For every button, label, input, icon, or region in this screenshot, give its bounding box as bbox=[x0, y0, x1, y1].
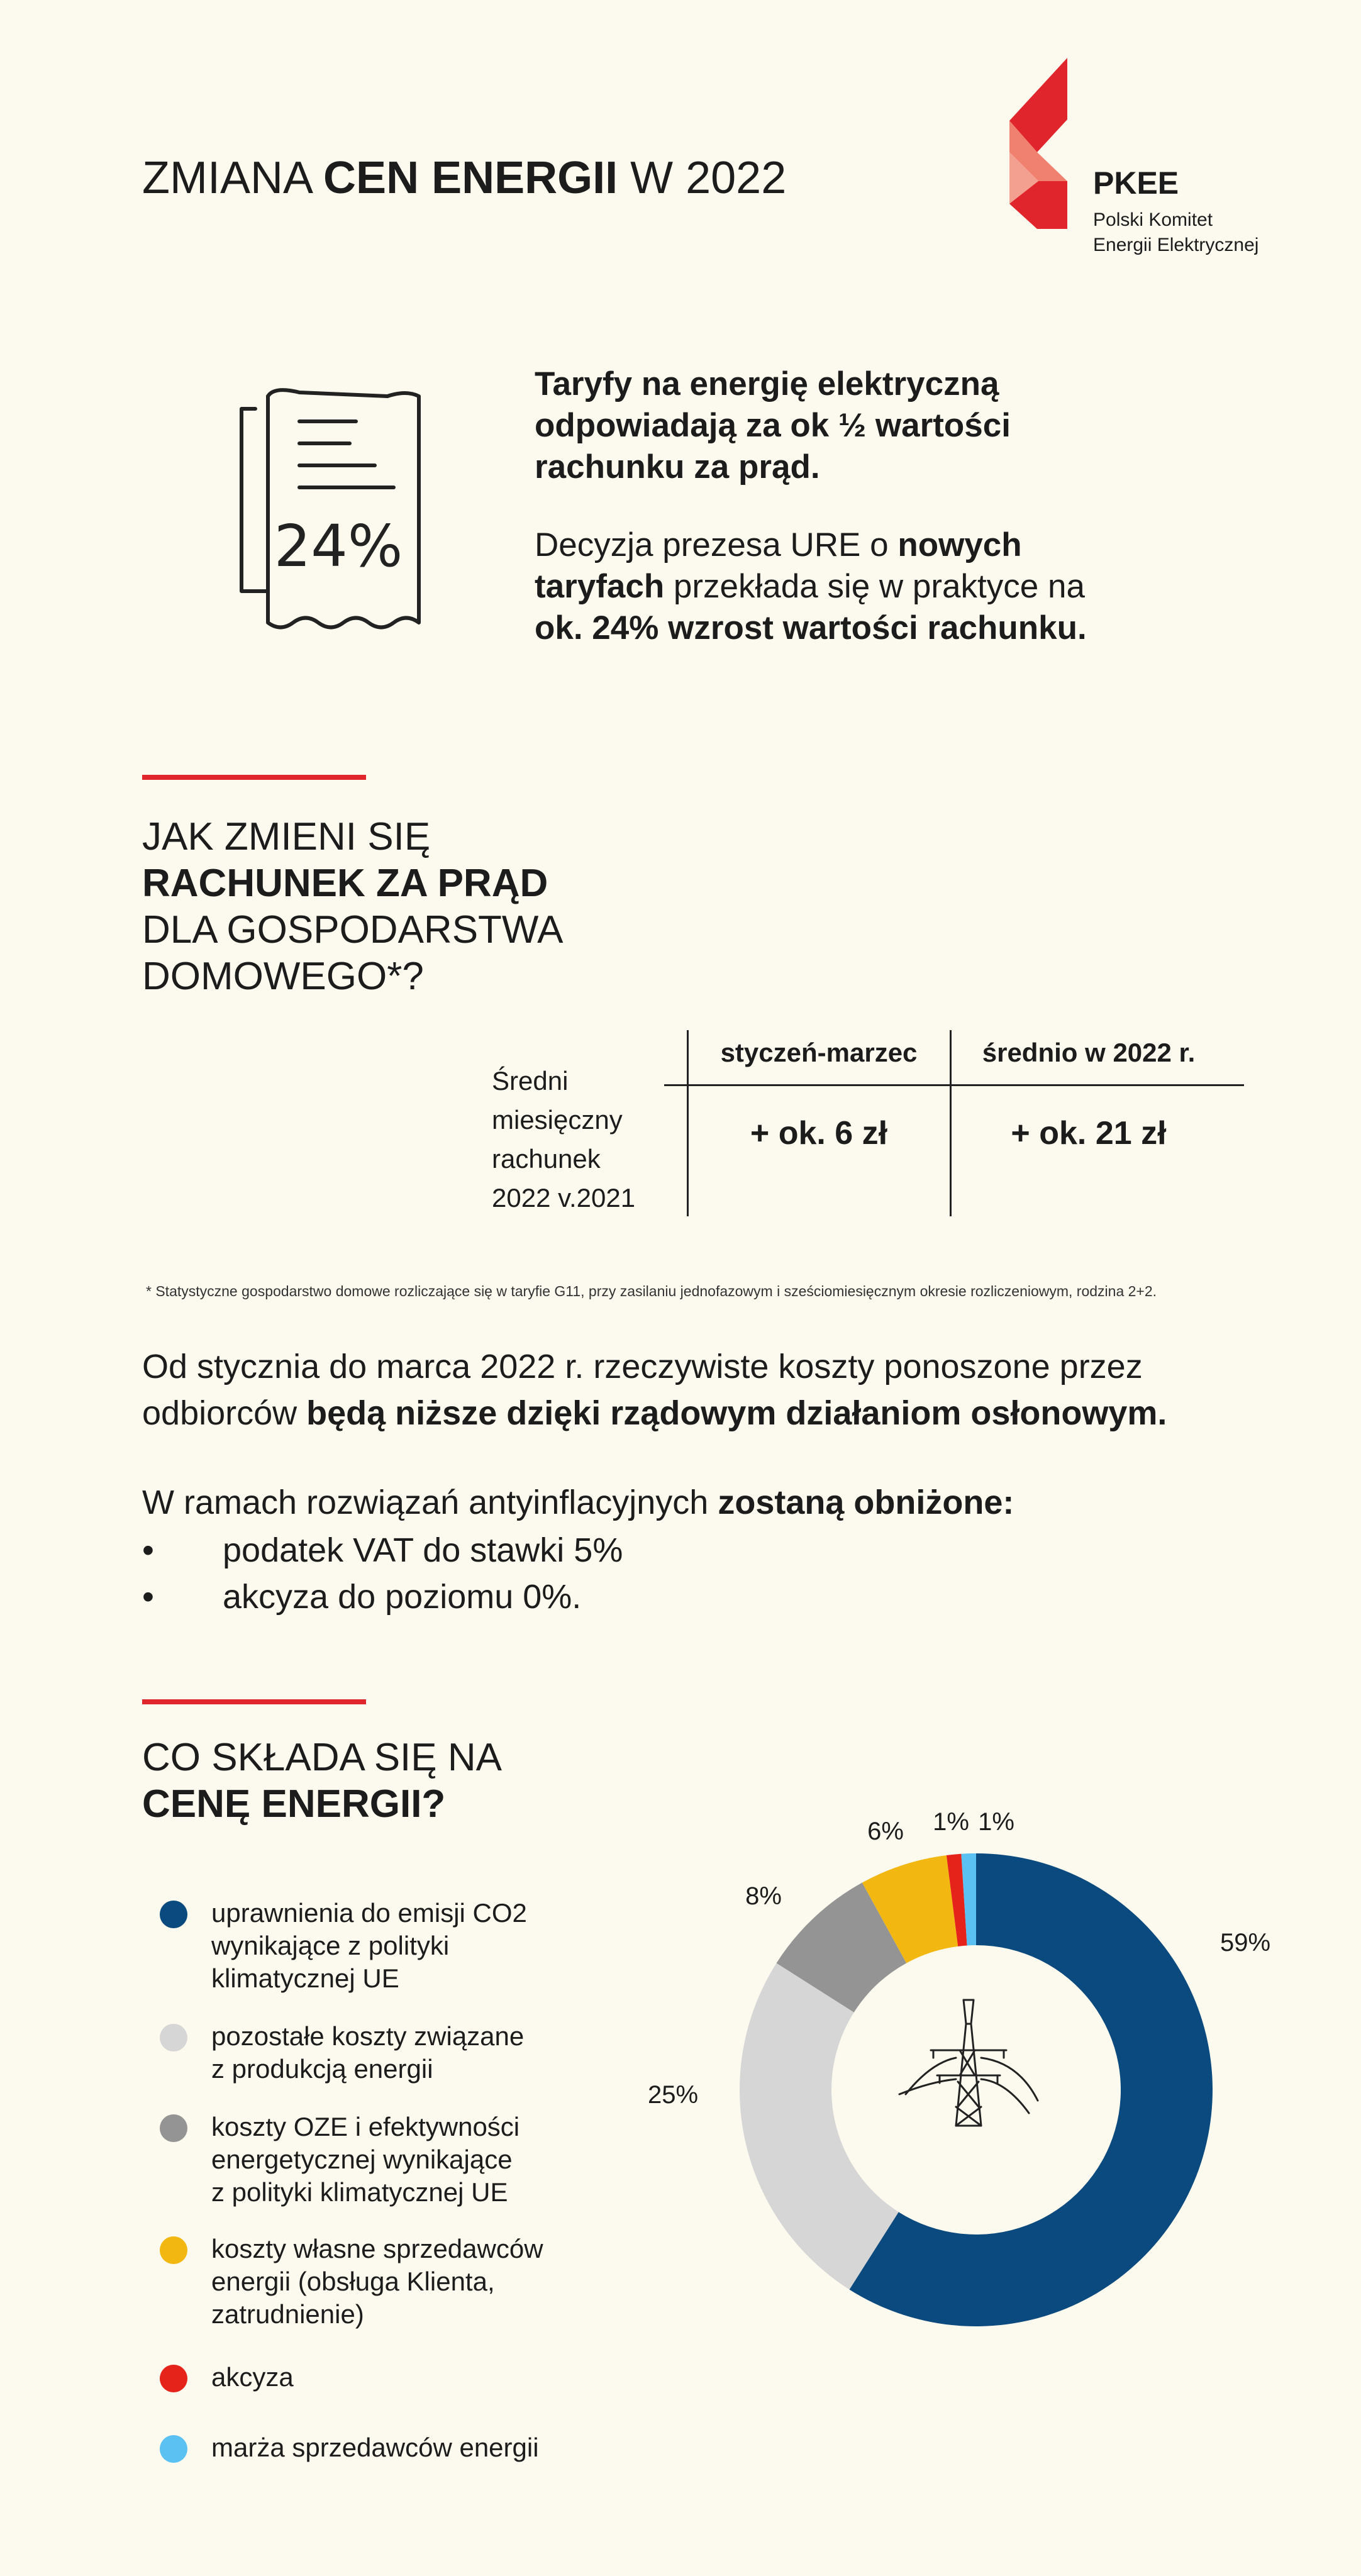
donut-chart bbox=[604, 1799, 1321, 2402]
legend-label bbox=[211, 2431, 614, 2464]
logo-subtitle-line: Polski Komitet bbox=[1093, 209, 1213, 230]
row-label-line: 2022 v.2021 bbox=[492, 1183, 636, 1213]
bullet-item bbox=[142, 1531, 623, 1570]
donut-slice-label: 25% bbox=[647, 2081, 699, 2109]
relief-paragraph bbox=[142, 1343, 1274, 1436]
paragraph-text: W ramach rozwiązań antyinflacyjnych bbox=[142, 1484, 718, 1521]
section-title-bold: CENĘ ENERGII? bbox=[142, 1782, 446, 1826]
legend-label-line: z produkcją energii bbox=[211, 2054, 433, 2084]
legend-label-line: klimatycznej UE bbox=[211, 1963, 399, 1993]
donut-slice-label: 59% bbox=[1219, 1929, 1271, 1957]
legend-swatch bbox=[160, 1901, 187, 1928]
tariff-text-bold: nowych bbox=[897, 526, 1022, 564]
title-prefix: ZMIANA bbox=[142, 153, 324, 203]
paragraph-line: Od stycznia do marca 2022 r. rzeczywiste koszty ponoszone przez bbox=[142, 1348, 1143, 1385]
table-divider-vertical bbox=[950, 1030, 952, 1216]
legend-label-line: koszty własne sprzedawców bbox=[211, 2234, 543, 2263]
section-title-line: DLA GOSPODARSTWA bbox=[142, 908, 564, 952]
legend-label bbox=[211, 1897, 614, 1995]
legend-label-line: pozostałe koszty związane bbox=[211, 2021, 525, 2051]
antiinflation-paragraph bbox=[142, 1479, 1274, 1526]
paragraph-bold: zostaną obniżone: bbox=[718, 1484, 1014, 1521]
bill-section-title bbox=[142, 814, 564, 1000]
legend-swatch bbox=[160, 2435, 187, 2463]
legend-label-line: zatrudnienie) bbox=[211, 2299, 364, 2329]
price-section-title bbox=[142, 1735, 502, 1828]
legend-label-line: z polityki klimatycznej UE bbox=[211, 2177, 508, 2207]
legend-label-line: marża sprzedawców energii bbox=[211, 2433, 539, 2462]
legend-label-line: energetycznej wynikające bbox=[211, 2145, 513, 2174]
tariff-text-bold: ok. 24% wzrost wartości rachunku. bbox=[535, 609, 1087, 647]
tariff-text-part: przekłada się w praktyce na bbox=[664, 568, 1085, 605]
bullet-text: podatek VAT do stawki 5% bbox=[223, 1531, 623, 1569]
bullet-text: akcyza do poziomu 0%. bbox=[223, 1578, 582, 1616]
legend-swatch bbox=[160, 2365, 187, 2392]
tariff-line bbox=[535, 608, 1189, 649]
page-title bbox=[142, 152, 786, 204]
donut-slice bbox=[740, 1963, 899, 2290]
paragraph-bold: będą niższe dzięki rządowym działaniom osłonowym. bbox=[306, 1394, 1167, 1432]
donut-slice-label: 1% bbox=[933, 1808, 969, 1836]
tariff-line: odpowiadają za ok ½ wartości bbox=[535, 407, 1011, 444]
legend-label bbox=[211, 2020, 614, 2085]
bullet-item bbox=[142, 1577, 581, 1616]
footnote: * Statystyczne gospodarstwo domowe rozliczające się w taryfie G11, przy zasilaniu jednofazowym i sześciomiesięcznym okresie rozliczeniowym, rodzina 2+2. bbox=[146, 1283, 1157, 1299]
tariff-text-part: Decyzja prezesa URE o bbox=[535, 526, 898, 564]
legend-label bbox=[211, 2361, 614, 2394]
bullet-dot: • bbox=[142, 1578, 154, 1616]
donut-slice-label: 1% bbox=[978, 1808, 1014, 1836]
section-title-line: CO SKŁADA SIĘ NA bbox=[142, 1736, 502, 1779]
legend-swatch bbox=[160, 2236, 187, 2264]
title-bold: CEN ENERGII bbox=[323, 153, 618, 203]
table-divider-horizontal bbox=[664, 1084, 1244, 1086]
logo-subtitle bbox=[1093, 208, 1258, 258]
legend-label-line: energii (obsługa Klienta, bbox=[211, 2267, 495, 2296]
section-title-line: JAK ZMIENI SIĘ bbox=[142, 815, 431, 858]
section-title-line: DOMOWEGO*? bbox=[142, 955, 424, 998]
tariff-line bbox=[535, 566, 1189, 608]
tariff-decision-text bbox=[535, 525, 1189, 649]
pkee-logo-icon bbox=[1009, 58, 1067, 229]
tariff-line: Taryfy na energię elektryczną bbox=[535, 365, 999, 402]
legend-swatch bbox=[160, 2024, 187, 2051]
table-col-header: styczeń-marzec bbox=[720, 1038, 918, 1067]
donut-slice-label: 6% bbox=[867, 1818, 904, 1845]
legend-label-line: wynikające z polityki bbox=[211, 1931, 450, 1960]
row-label-line: rachunek bbox=[492, 1144, 601, 1174]
title-suffix: W 2022 bbox=[618, 153, 787, 203]
section-divider bbox=[142, 1699, 366, 1704]
legend-swatch bbox=[160, 2114, 187, 2142]
table-divider-vertical bbox=[687, 1030, 689, 1216]
power-pylon-icon bbox=[899, 2000, 1038, 2126]
section-title-bold: RACHUNEK ZA PRĄD bbox=[142, 862, 548, 905]
legend-label bbox=[211, 2111, 614, 2209]
paragraph-line bbox=[142, 1479, 1274, 1526]
section-title-line bbox=[142, 1781, 502, 1828]
tariff-bold-text bbox=[535, 364, 1164, 488]
bullet-dot: • bbox=[142, 1531, 154, 1569]
row-label-line: miesięczny bbox=[492, 1105, 623, 1135]
row-label-line: Średni bbox=[492, 1066, 569, 1096]
tariff-text-bold: taryfach bbox=[535, 568, 665, 605]
legend-label bbox=[211, 2233, 614, 2331]
legend-label-line: koszty OZE i efektywności bbox=[211, 2112, 520, 2141]
legend-label-line: akcyza bbox=[211, 2362, 294, 2392]
logo-name: PKEE bbox=[1093, 165, 1179, 201]
table-cell-value: + ok. 21 zł bbox=[1011, 1115, 1167, 1152]
receipt-label: 24% bbox=[274, 513, 403, 580]
tariff-line bbox=[535, 525, 1189, 566]
bill-row-label bbox=[492, 1062, 635, 1218]
logo-subtitle-line: Energii Elektrycznej bbox=[1093, 235, 1259, 255]
paragraph-text: odbiorców bbox=[142, 1394, 307, 1432]
donut-slice-label: 8% bbox=[745, 1882, 782, 1910]
tariff-line: rachunku za prąd. bbox=[535, 448, 820, 486]
section-divider bbox=[142, 775, 366, 780]
section-title-line bbox=[142, 860, 564, 907]
receipt-icon bbox=[230, 384, 438, 648]
table-col-header: średnio w 2022 r. bbox=[982, 1038, 1196, 1067]
paragraph-line bbox=[142, 1390, 1274, 1436]
legend-label-line: uprawnienia do emisji CO2 bbox=[211, 1898, 527, 1928]
table-cell-value: + ok. 6 zł bbox=[750, 1115, 888, 1152]
